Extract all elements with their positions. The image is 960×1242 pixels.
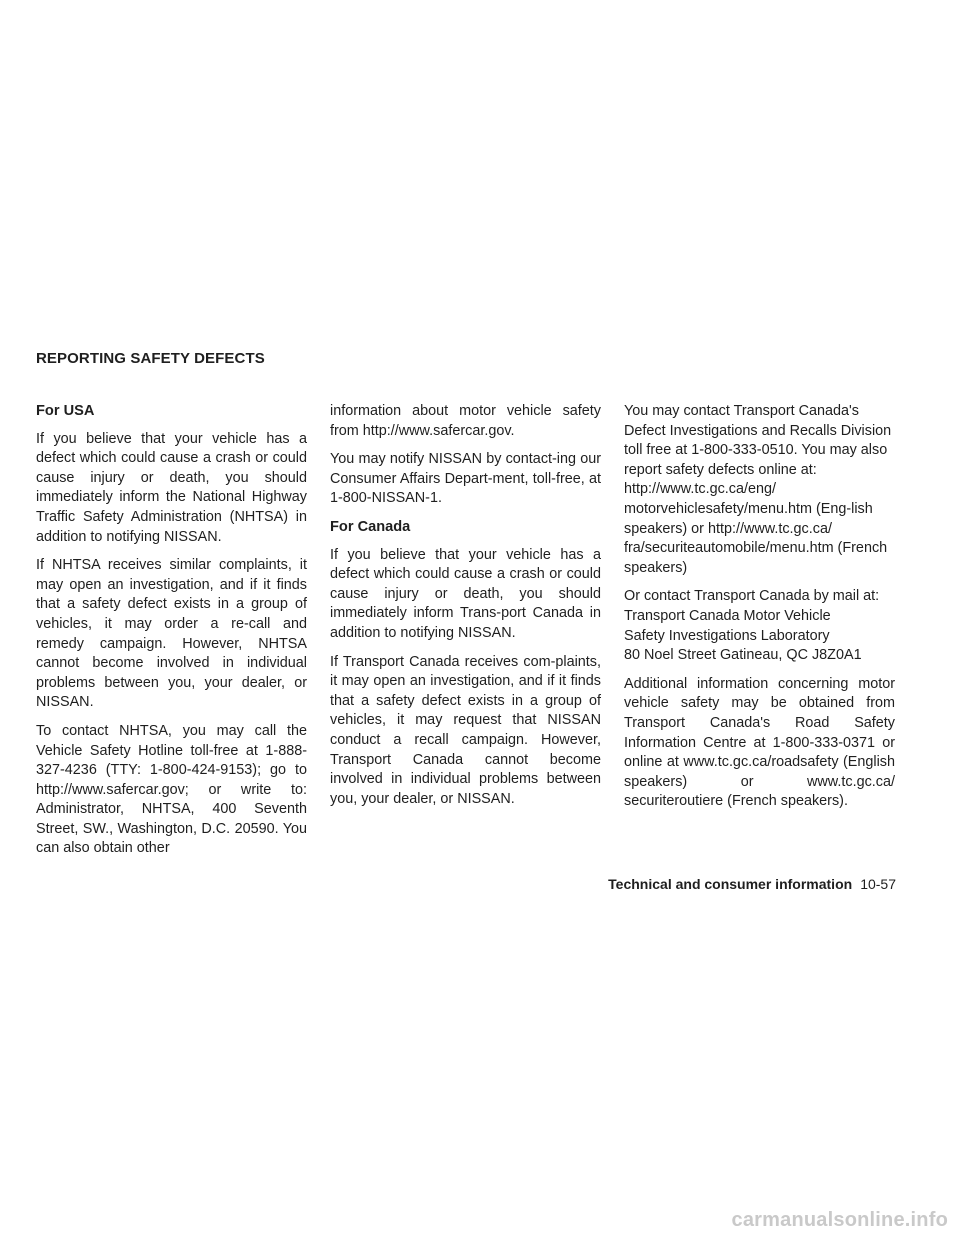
usa-paragraph-3-continued: information about motor vehicle safety from http://www.safercar.gov.	[330, 403, 601, 439]
usa-paragraph-3: To contact NHTSA, you may call the Vehicle Safety Hotline toll-free at 1-888-327-4236 (TTY: 1-800-424-9153); go to http://www.safercar.gov; or write to: Administrator, NHTSA, 400 Seventh Street, SW., Washington, D.C. 20590. You can also obtain other	[36, 722, 307, 857]
canada-paragraph-2: If Transport Canada receives com-plaints, it may open an investigation, and if it finds that a safety defect exists in a group of vehicles, it may request that NISSAN conduct a recall campaign. However, Transport Canada cannot become involved in individual problems between you, your dealer, or NISSAN.	[330, 653, 601, 807]
column-3	[624, 402, 895, 821]
canada-paragraph-1: If you believe that your vehicle has a defect which could cause a crash or could cause injury or death, you should immediately inform Trans-port Canada in addition to notifying NISSAN.	[330, 546, 601, 641]
usa-heading: For USA	[36, 403, 95, 419]
canada-address-line-3: 80 Noel Street Gatineau, QC J8Z0A1	[624, 647, 862, 664]
section-title: REPORTING SAFETY DEFECTS	[36, 350, 265, 367]
canada-paragraph-4: Or contact Transport Canada by mail at:	[624, 588, 880, 605]
footer-section-name: Technical and consumer information	[608, 876, 853, 892]
usa-paragraph-2: If NHTSA receives similar complaints, it may open an investigation, and if it finds that a safety defect exists in a group of vehicles, it may order a re-call and remedy campaign. However, NHTSA cannot become involved in individual problems between you, your dealer, or NISSAN.	[36, 557, 307, 711]
page-number: 10-57	[860, 876, 896, 892]
canada-address-line-1: Transport Canada Motor Vehicle	[624, 607, 831, 624]
canada-paragraph-5: Additional information concerning motor vehicle safety may be obtained from Transport Canada's Road Safety Information Centre at 1-800-333-0371 or online at www.tc.gc.ca/roadsafety (English speakers) or www.tc.gc.ca/ securiteroutiere (French speakers).	[624, 675, 895, 810]
canada-heading: For Canada	[330, 518, 411, 535]
usa-paragraph-4: You may notify NISSAN by contact-ing our Consumer Affairs Depart-ment, toll-free, at 1-800-NISSAN-1.	[330, 451, 601, 507]
canada-paragraph-3: You may contact Transport Canada's Defect Investigations and Recalls Division toll free at 1-800-333-0510. You may also report safety defects online at: http://www.tc.gc.ca/eng/ motorvehiclesafety/menu.htm (Eng-lish speakers) or http://www.tc.gc.ca/ fra/securiteautomobile/menu.htm (French speakers)	[624, 403, 892, 576]
column-2	[330, 402, 601, 818]
canada-address-line-2: Safety Investigations Laboratory	[624, 627, 830, 644]
page-footer	[608, 876, 896, 892]
column-1	[36, 402, 307, 868]
usa-paragraph-1: If you believe that your vehicle has a defect which could cause a crash or could cause injury or death, you should immediately inform the National Highway Traffic Safety Administration (NHTSA) in addition to notifying NISSAN.	[36, 430, 307, 545]
watermark: carmanualsonline.info	[731, 1209, 948, 1231]
